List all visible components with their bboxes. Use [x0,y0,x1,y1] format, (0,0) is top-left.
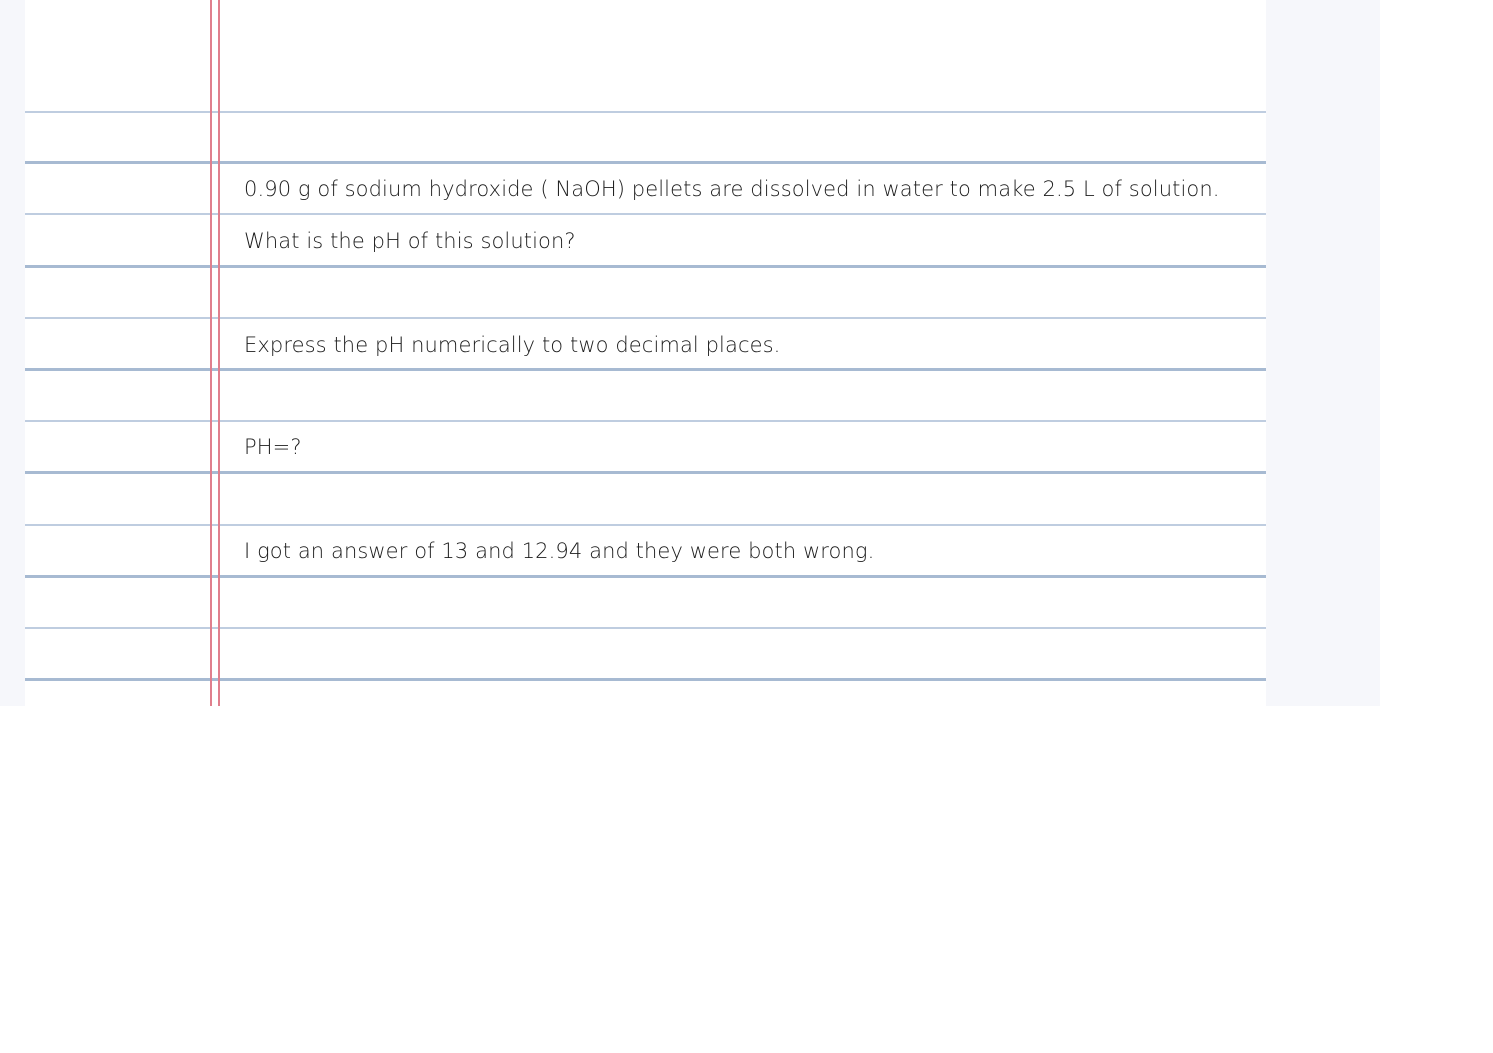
ph-answer-line: PH=? [244,435,302,459]
answer-instructions: Express the pH numerically to two decimal places. [244,333,781,357]
margin-line-right [218,0,220,706]
margin-line-left [210,0,212,706]
student-comment: I got an answer of 13 and 12.94 and they were both wrong. [244,539,875,563]
question-statement: 0.90 g of sodium hydroxide ( NaOH) pellets are dissolved in water to make 2.5 L of solution. [244,177,1220,201]
question-prompt: What is the pH of this solution? [244,229,576,253]
lined-notebook-paper [25,0,1266,706]
